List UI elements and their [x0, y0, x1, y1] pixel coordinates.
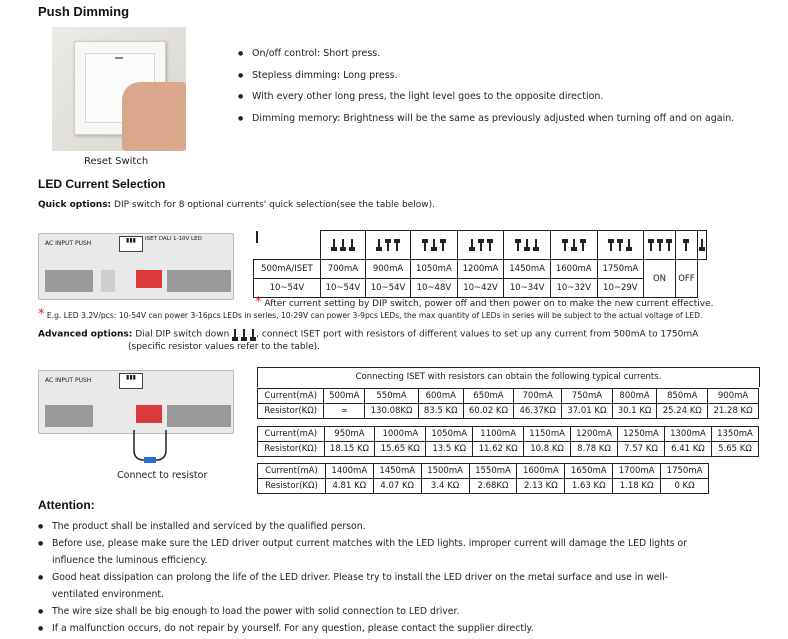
dip-voltage: 10~32V [550, 279, 597, 298]
advanced-options-text2: , connect ISET port with resistors of different values to set up any current from 500mA to 1750mA [256, 329, 699, 340]
current-cell: 1450mA [373, 464, 421, 479]
current-cell: 1350mA [711, 427, 758, 442]
advanced-options-label: Advanced options: [38, 329, 133, 340]
list-item: ● Before use, please make sure the LED driver output current matches with the LED lights. improper current will damage the LED lights or [38, 538, 688, 549]
current-cell: 500mA [324, 389, 365, 404]
push-dimming-list [238, 43, 768, 129]
resistor-cell: 1.63 KΩ [565, 479, 613, 494]
asterisk-icon: * [38, 307, 45, 322]
row-label: Resistor(KΩ) [258, 404, 324, 419]
quick-options [38, 200, 435, 210]
row-label: Current(mA) [258, 464, 326, 479]
resistor-cell: 4.07 KΩ [373, 479, 421, 494]
resistor-wire [120, 430, 180, 466]
row-label: Resistor(KΩ) [258, 442, 325, 457]
note-example [38, 307, 702, 322]
dip-current: 1200mA [457, 260, 504, 279]
current-cell: 1500mA [421, 464, 469, 479]
row-label: Resistor(KΩ) [258, 479, 326, 494]
list-item: ● The product shall be installed and serviced by the qualified person. [38, 521, 366, 532]
current-cell: 850mA [657, 389, 708, 404]
resistor-cell: 21.28 KΩ [708, 404, 759, 419]
resistor-cell: 3.4 KΩ [421, 479, 469, 494]
connect-resistor-caption: Connect to resistor [117, 470, 208, 481]
quick-options-text: DIP switch for 8 optional currents' quick selection(see the table below). [114, 200, 435, 210]
resistor-table-3 [257, 463, 709, 494]
resistor-cell: 8.78 KΩ [571, 442, 618, 457]
dip-current: 1600mA [550, 260, 597, 279]
advanced-options [38, 327, 698, 341]
list-item: ● If a malfunction occurs, do not repair by yourself. For any question, please contact the supplier directly. [38, 623, 534, 634]
ac-input-label: AC INPUT PUSH [45, 377, 92, 384]
dip-on-label: ON [644, 260, 676, 298]
dip-switch-table [253, 230, 707, 298]
current-cell: 900mA [708, 389, 759, 404]
resistor-cell: ∞ [324, 404, 365, 419]
current-cell: 1300mA [664, 427, 711, 442]
resistor-cell: 1.18 KΩ [613, 479, 661, 494]
ac-input-label: AC INPUT PUSH [45, 240, 92, 247]
reset-switch-caption: Reset Switch [84, 156, 149, 167]
current-cell: 1250mA [618, 427, 665, 442]
current-cell: 1200mA [571, 427, 618, 442]
advanced-options-text: Dial DIP switch down [135, 329, 230, 340]
current-cell: 700mA [514, 389, 562, 404]
dip-icon [365, 231, 410, 260]
current-cell: 1400mA [325, 464, 373, 479]
dip-icon [597, 231, 644, 260]
list-item-cont: ventilated environment. [52, 589, 165, 600]
current-cell: 950mA [324, 427, 375, 442]
current-cell: 800mA [612, 389, 657, 404]
resistor-cell: 25.24 KΩ [657, 404, 708, 419]
current-cell: 650mA [463, 389, 514, 404]
row-label: Current(mA) [258, 389, 324, 404]
port-labels: ISET DALI 1-10V LED [145, 236, 202, 242]
current-cell: 1650mA [565, 464, 613, 479]
resistor-cell: 30.1 KΩ [612, 404, 657, 419]
row-label: Current(mA) [258, 427, 325, 442]
resistor-cell: 37.01 KΩ [562, 404, 613, 419]
dip-voltage: 10~54V [254, 279, 321, 298]
resistor-cell: 46.37KΩ [514, 404, 562, 419]
current-cell: 550mA [365, 389, 419, 404]
driver-device-quick: AC INPUT PUSH ▮▮▮ ISET DALI 1-10V LED [38, 233, 234, 300]
resistor-table-title: Connecting ISET with resistors can obtain the following typical currents. [257, 367, 760, 387]
resistor-cell: 0 KΩ [661, 479, 709, 494]
list-item: ● With every other long press, the light level goes to the opposite direction. [238, 86, 768, 108]
dip-voltage: 10~54V [320, 279, 365, 298]
resistor-cell: 2.68KΩ [469, 479, 517, 494]
driver-device-resistor: AC INPUT PUSH ▮▮▮ [38, 370, 234, 434]
dip-voltage: 10~29V [597, 279, 644, 298]
dip-voltage: 10~54V [365, 279, 410, 298]
dip-down-icon [232, 327, 256, 341]
advanced-options-note: (specific resistor values refer to the table). [128, 342, 321, 352]
current-cell: 1150mA [524, 427, 571, 442]
current-cell: 1100mA [473, 427, 524, 442]
resistor-cell: 18.15 KΩ [324, 442, 375, 457]
current-cell: 1050mA [426, 427, 473, 442]
resistor-cell: 83.5 KΩ [419, 404, 464, 419]
resistor-cell: 7.57 KΩ [618, 442, 665, 457]
resistor-cell: 11.62 KΩ [473, 442, 524, 457]
resistor-cell: 4.81 KΩ [325, 479, 373, 494]
dip-icon [550, 231, 597, 260]
list-item: ● Stepless dimming: Long press. [238, 65, 768, 87]
attention-list [38, 518, 758, 637]
list-item: ● Dimming memory: Brightness will be the same as previously adjusted when turning off and on again. [238, 108, 768, 130]
dip-icon [644, 231, 676, 260]
resistor-table-2 [257, 426, 759, 457]
resistor-table-1 [257, 388, 759, 419]
dip-icon [457, 231, 504, 260]
dip-icon [320, 231, 365, 260]
reset-switch-image [52, 27, 186, 151]
dip-icon [411, 231, 458, 260]
dip-voltage: 10~34V [504, 279, 551, 298]
dip-current: 700mA [320, 260, 365, 279]
dip-icon-off [698, 231, 707, 260]
current-cell: 1000mA [375, 427, 426, 442]
resistor-cell: 15.65 KΩ [375, 442, 426, 457]
dip-current: 1450mA [504, 260, 551, 279]
list-item: ● The wire size shall be big enough to load the power with solid connection to LED driver. [38, 606, 460, 617]
resistor-cell: 2.13 KΩ [517, 479, 565, 494]
resistor-cell: 10.8 KΩ [524, 442, 571, 457]
dip-current: 900mA [365, 260, 410, 279]
current-cell: 1550mA [469, 464, 517, 479]
note-example-text: E.g. LED 3.2V/pcs: 10-54V can power 3-16pcs LEDs in series, 10-29V can power 3-9pcs LEDs, the max quantity of LEDs in series will be subject to the actual voltage of LED. [46, 311, 703, 320]
dip-off-label: OFF [675, 260, 697, 298]
quick-options-label: Quick options: [38, 200, 112, 210]
current-cell: 600mA [419, 389, 464, 404]
current-cell: 1700mA [613, 464, 661, 479]
list-item: ● On/off control: Short press. [238, 43, 768, 65]
push-dimming-title: Push Dimming [38, 4, 130, 19]
dip-current: 1050mA [411, 260, 458, 279]
dip-voltage: 10~42V [457, 279, 504, 298]
current-cell: 1750mA [661, 464, 709, 479]
asterisk-icon: * [255, 295, 262, 310]
dip-icon [504, 231, 551, 260]
resistor-cell: 13.5 KΩ [426, 442, 473, 457]
attention-title: Attention: [38, 498, 95, 512]
current-cell: 750mA [562, 389, 613, 404]
dip-current: 500mA/ISET [254, 260, 321, 279]
dip-icon-on [675, 231, 697, 260]
led-current-title: LED Current Selection [38, 177, 166, 191]
resistor-cell: 6.41 KΩ [664, 442, 711, 457]
dip-current: 1750mA [597, 260, 644, 279]
resistor-cell: 60.02 KΩ [463, 404, 514, 419]
list-item-cont: influence the luminous efficiency. [52, 555, 208, 566]
note-after-text: After current setting by DIP switch, power off and then power on to make the new current effective. [264, 299, 714, 309]
resistor-cell: 5.65 KΩ [711, 442, 758, 457]
list-item: ● Good heat dissipation can prolong the life of the LED driver. Please try to install the LED driver on the metal surface and use in well- [38, 572, 669, 583]
dip-voltage: 10~48V [411, 279, 458, 298]
current-cell: 1600mA [517, 464, 565, 479]
resistor-cell: 130.08KΩ [365, 404, 419, 419]
